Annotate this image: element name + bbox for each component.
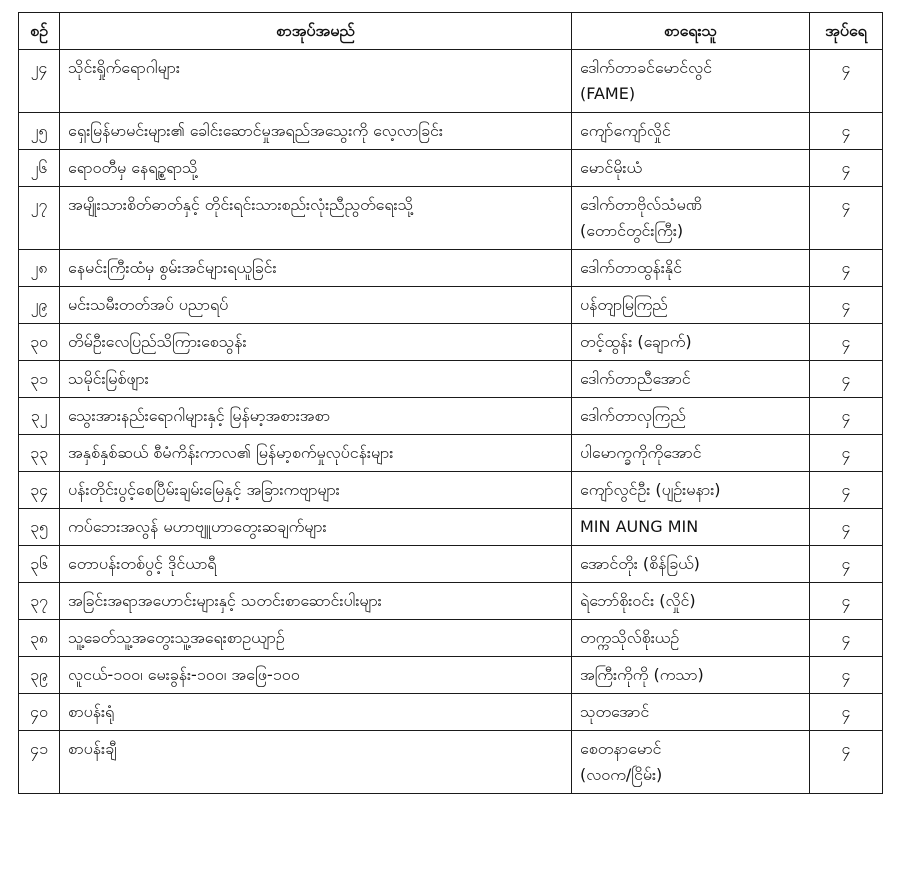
copy-count: ၄ bbox=[810, 250, 883, 287]
book-title: နေမင်းကြီးထံမှ စွမ်းအင်များရယူခြင်း bbox=[60, 250, 572, 287]
book-title: ပန်းတိုင်းပွင့်စေပြီမ်းချမ်းမြေနှင့် အခြားကဗျာများ bbox=[60, 472, 572, 509]
row-number: ၂၆ bbox=[19, 150, 60, 187]
author-cell bbox=[572, 113, 810, 150]
book-title: စာပန်းရုံ bbox=[60, 694, 572, 731]
author-name: တက္ကသိုလ်စိုးယဉ် bbox=[580, 628, 680, 647]
book-title: မင်းသမီးတတ်အပ် ပညာရပ် bbox=[60, 287, 572, 324]
table-row bbox=[19, 113, 883, 150]
author-note: (FAME) bbox=[580, 84, 636, 103]
table-row bbox=[19, 250, 883, 287]
copy-count: ၄ bbox=[810, 150, 883, 187]
header-no: စဉ် bbox=[19, 13, 60, 50]
row-number: ၂၄ bbox=[19, 50, 60, 113]
header-title: စာအုပ်အမည် bbox=[60, 13, 572, 50]
author-name: သုတအောင် bbox=[580, 702, 650, 721]
author-cell bbox=[572, 620, 810, 657]
book-title: အမျိုးသားစိတ်ဓာတ်နှင့် တိုင်းရင်းသားစည်းလုံးညီညွတ်ရေးသို့ bbox=[60, 187, 572, 250]
author-name: ကျော်လွင်ဦး (ပျဉ်းမနား) bbox=[580, 480, 721, 499]
table-row bbox=[19, 324, 883, 361]
copy-count: ၄ bbox=[810, 187, 883, 250]
book-title: သူ့ခေတ်သူ့အတွေးသူ့အရေးစာဥယျာဉ် bbox=[60, 620, 572, 657]
author-name: ဒေါက်တာညီအောင် bbox=[580, 369, 691, 388]
author-cell bbox=[572, 324, 810, 361]
row-number: ၃၃ bbox=[19, 435, 60, 472]
row-number: ၃၈ bbox=[19, 620, 60, 657]
author-cell bbox=[572, 472, 810, 509]
author-name: မောင်မိုးယံ bbox=[580, 158, 643, 177]
book-title: အနှစ်နှစ်ဆယ် စီမံကိန်းကာလ၏ မြန်မာ့စက်မှုလုပ်ငန်းများ bbox=[60, 435, 572, 472]
book-title: တိမ်ဦးလေပြည်သိကြားစေသွန်း bbox=[60, 324, 572, 361]
author-note: (တောင်တွင်းကြီး) bbox=[580, 221, 684, 240]
copy-count: ၄ bbox=[810, 361, 883, 398]
book-title: သွေးအားနည်းရောဂါများနှင့် မြန်မာ့အစားအစာ bbox=[60, 398, 572, 435]
table-row bbox=[19, 50, 883, 113]
book-title: ရှေးမြန်မာမင်းများ၏ ခေါင်းဆောင်မှုအရည်အသွေးကို လေ့လာခြင်း bbox=[60, 113, 572, 150]
row-number: ၂၉ bbox=[19, 287, 60, 324]
copy-count: ၄ bbox=[810, 657, 883, 694]
copy-count: ၄ bbox=[810, 398, 883, 435]
table-row bbox=[19, 398, 883, 435]
copy-count: ၄ bbox=[810, 583, 883, 620]
author-cell bbox=[572, 361, 810, 398]
table-row bbox=[19, 287, 883, 324]
copy-count: ၄ bbox=[810, 694, 883, 731]
author-cell bbox=[572, 150, 810, 187]
author-cell bbox=[572, 546, 810, 583]
table-row bbox=[19, 620, 883, 657]
row-number: ၃၀ bbox=[19, 324, 60, 361]
author-cell bbox=[572, 50, 810, 113]
author-cell bbox=[572, 435, 810, 472]
table-body bbox=[19, 50, 883, 794]
table-row bbox=[19, 472, 883, 509]
author-name: တင့်ထွန်း (ချောက်) bbox=[580, 332, 692, 351]
table-row bbox=[19, 731, 883, 794]
author-name: စေတနာမောင် bbox=[580, 739, 662, 758]
book-title: ကပ်ဘေးအလွန် မဟာဗျူဟာတွေးဆချက်များ bbox=[60, 509, 572, 546]
book-title: သမိုင်းမြစ်ဖျား bbox=[60, 361, 572, 398]
book-title: အခြင်းအရာအဟောင်းများနှင့် သတင်းစာဆောင်းပါးများ bbox=[60, 583, 572, 620]
copy-count: ၄ bbox=[810, 472, 883, 509]
author-name: အောင်တိုး (စိန်ခြယ်) bbox=[580, 554, 700, 573]
row-number: ၂၅ bbox=[19, 113, 60, 150]
author-name: ရဲဘော်စိုးဝင်း (လှိုင်) bbox=[580, 591, 696, 610]
author-note: (လဝက/ငြိမ်း) bbox=[580, 765, 663, 784]
row-number: ၃၇ bbox=[19, 583, 60, 620]
book-list-table bbox=[18, 12, 883, 794]
copy-count: ၄ bbox=[810, 324, 883, 361]
table-row bbox=[19, 694, 883, 731]
book-title: ရောဝတီမှ နေရဉ္စရာသို့ bbox=[60, 150, 572, 187]
author-cell bbox=[572, 398, 810, 435]
book-title: သိုင်းရှိုက်ရောဂါများ bbox=[60, 50, 572, 113]
table-row bbox=[19, 583, 883, 620]
row-number: ၃၁ bbox=[19, 361, 60, 398]
copy-count: ၄ bbox=[810, 287, 883, 324]
copy-count: ၄ bbox=[810, 546, 883, 583]
table-row bbox=[19, 187, 883, 250]
author-cell bbox=[572, 583, 810, 620]
author-name: ဒေါက်တာဗိုလ်သံမဏိ bbox=[580, 195, 702, 214]
copy-count: ၄ bbox=[810, 435, 883, 472]
book-title: တောပန်းတစ်ပွင့် ဒိုင်ယာရီ bbox=[60, 546, 572, 583]
row-number: ၂၇ bbox=[19, 187, 60, 250]
row-number: ၃၅ bbox=[19, 509, 60, 546]
table-row bbox=[19, 150, 883, 187]
table-row bbox=[19, 435, 883, 472]
table-row bbox=[19, 546, 883, 583]
row-number: ၃၂ bbox=[19, 398, 60, 435]
table-row bbox=[19, 509, 883, 546]
author-cell bbox=[572, 694, 810, 731]
row-number: ၄၀ bbox=[19, 694, 60, 731]
author-cell bbox=[572, 509, 810, 546]
row-number: ၂၈ bbox=[19, 250, 60, 287]
book-title: စာပန်းချီ bbox=[60, 731, 572, 794]
row-number: ၃၆ bbox=[19, 546, 60, 583]
table-header-row bbox=[19, 13, 883, 50]
table-row bbox=[19, 657, 883, 694]
book-title: လူငယ်-၁၀၀၊ မေးခွန်း-၁၀၀၊ အဖြေ-၁၀၀ bbox=[60, 657, 572, 694]
author-name: အကြီးကိုကို (ကသာ) bbox=[580, 665, 704, 684]
header-copies: အုပ်ရေ bbox=[810, 13, 883, 50]
author-cell bbox=[572, 657, 810, 694]
copy-count: ၄ bbox=[810, 50, 883, 113]
copy-count: ၄ bbox=[810, 620, 883, 657]
header-author: စာရေးသူ bbox=[572, 13, 810, 50]
author-cell bbox=[572, 250, 810, 287]
author-name: ကျော်ကျော်လှိုင် bbox=[580, 121, 671, 140]
author-name: ဒေါက်တာထွန်းနိုင် bbox=[580, 258, 682, 277]
author-name: ပန်တျာမြကြည် bbox=[580, 295, 668, 314]
row-number: ၃၉ bbox=[19, 657, 60, 694]
copy-count: ၄ bbox=[810, 509, 883, 546]
author-name: ဒေါက်တာလှကြည် bbox=[580, 406, 686, 425]
author-name: MIN AUNG MIN bbox=[580, 517, 699, 536]
author-cell bbox=[572, 187, 810, 250]
table-row bbox=[19, 361, 883, 398]
row-number: ၃၄ bbox=[19, 472, 60, 509]
author-name: ပါမောက္ခကိုကိုအောင် bbox=[580, 443, 702, 462]
author-cell bbox=[572, 731, 810, 794]
author-cell bbox=[572, 287, 810, 324]
copy-count: ၄ bbox=[810, 731, 883, 794]
author-name: ဒေါက်တာခင်မောင်လွင် bbox=[580, 58, 713, 77]
copy-count: ၄ bbox=[810, 113, 883, 150]
row-number: ၄၁ bbox=[19, 731, 60, 794]
